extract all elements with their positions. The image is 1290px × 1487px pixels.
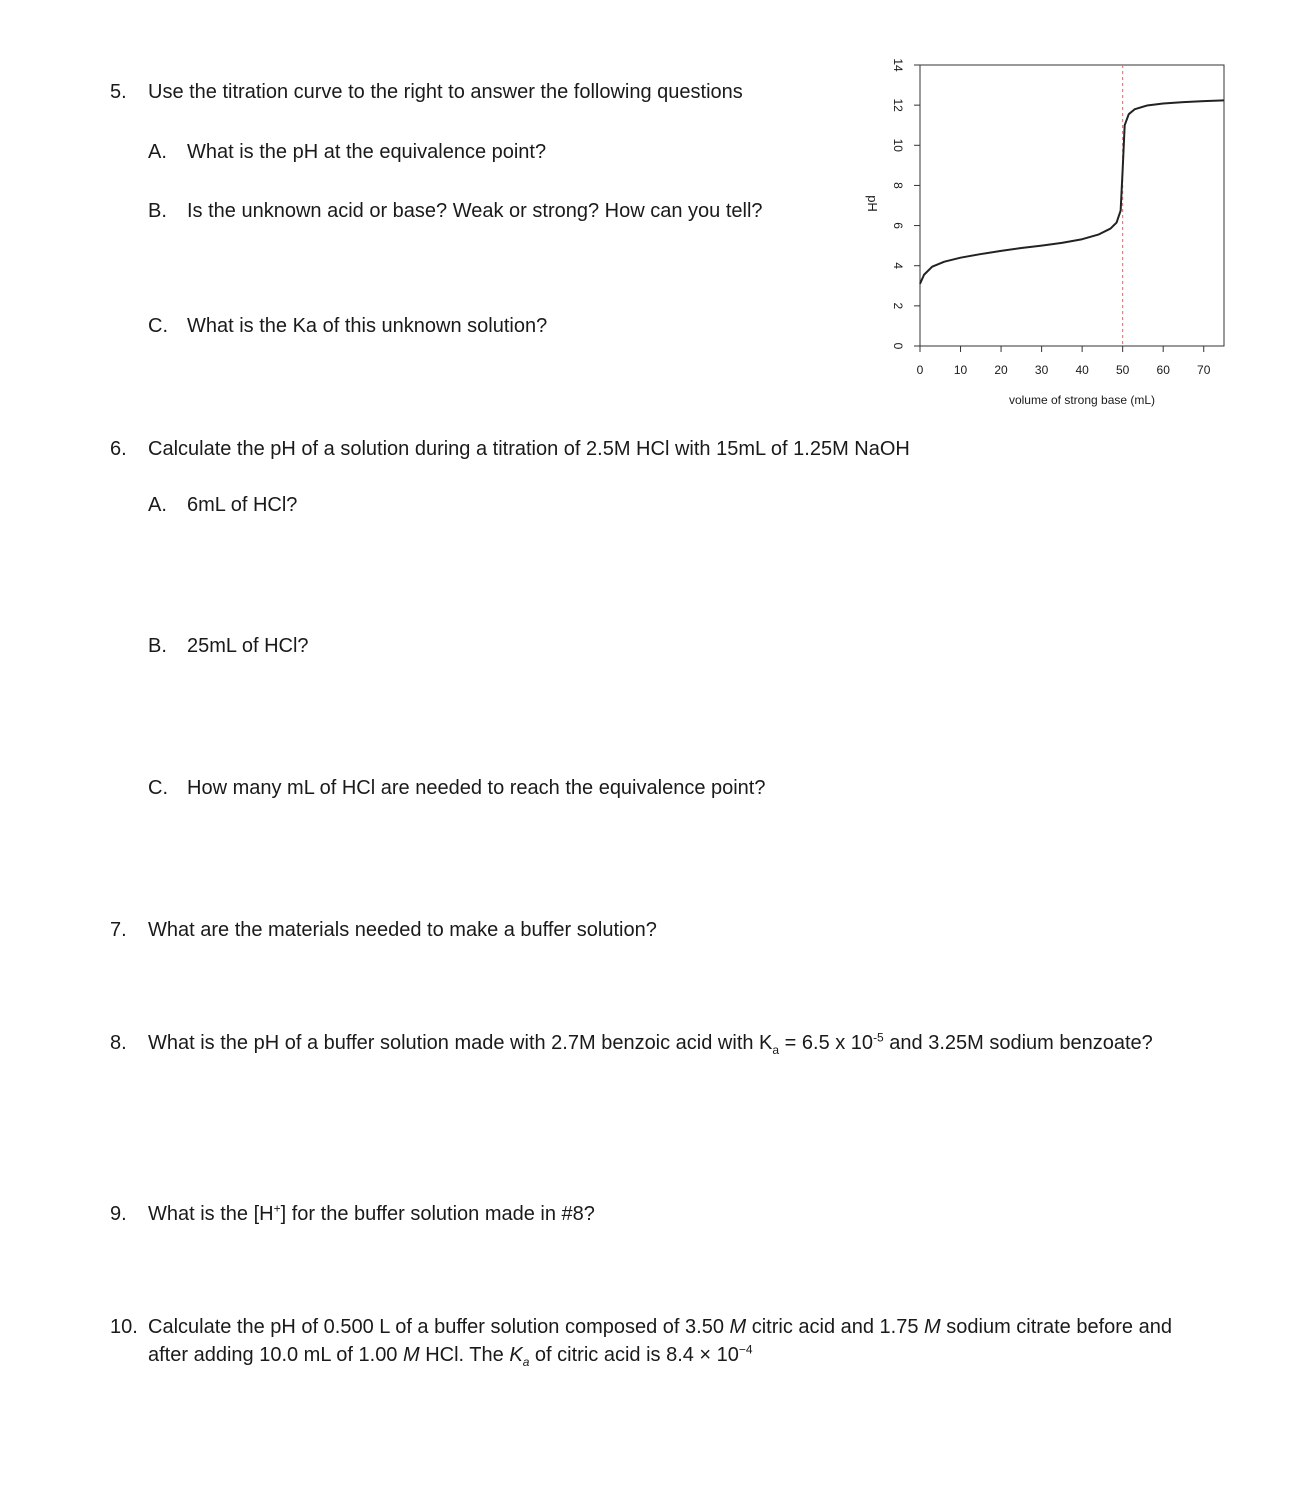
titration-curve-line	[920, 100, 1224, 283]
sub-letter: B.	[148, 635, 167, 657]
sub-letter: B.	[148, 200, 167, 222]
sub-text: 25mL of HCl?	[187, 635, 309, 657]
y-axis-label: pH	[865, 195, 880, 212]
sub-text: What is the pH at the equivalence point?	[187, 141, 547, 163]
sub-letter: A.	[148, 494, 167, 516]
x-axis-label: volume of strong base (mL)	[1008, 393, 1156, 407]
question-number: 7.	[110, 919, 127, 941]
sub-text: What is the Ka of this unknown solution?	[187, 315, 548, 337]
y-tick-label: 14	[891, 58, 905, 72]
x-tick-label: 20	[994, 363, 1008, 377]
question-number: 6.	[110, 438, 127, 460]
plot-frame	[920, 65, 1224, 346]
sub-text: Is the unknown acid or base? Weak or strong? How can you tell?	[187, 200, 763, 222]
x-tick-label: 70	[1197, 363, 1211, 377]
question-number: 9.	[110, 1203, 127, 1225]
sub-letter: C.	[148, 315, 168, 337]
question-number: 5.	[110, 81, 127, 103]
question-number: 8.	[110, 1032, 127, 1054]
question-text: What is the [H+] for the buffer solution made in #8?	[148, 1201, 595, 1225]
question-text: Use the titration curve to the right to answer the following questions	[148, 81, 743, 103]
question-text: Calculate the pH of a solution during a titration of 2.5M HCl with 15mL of 1.25M NaOH	[148, 438, 910, 460]
y-tick-label: 6	[891, 222, 905, 229]
y-tick-label: 0	[891, 342, 905, 350]
x-tick-label: 30	[1034, 363, 1049, 377]
sub-text: How many mL of HCl are needed to reach the equivalence point?	[187, 777, 766, 799]
x-tick-label: 40	[1075, 363, 1089, 377]
x-tick-label: 50	[1115, 363, 1130, 377]
question-text: What are the materials needed to make a buffer solution?	[148, 919, 657, 941]
sub-text: 6mL of HCl?	[187, 494, 298, 516]
x-tick-label: 60	[1156, 363, 1170, 377]
y-tick-label: 10	[891, 138, 905, 152]
sub-letter: A.	[148, 141, 167, 163]
x-tick-label: 0	[916, 363, 924, 377]
y-tick-label: 2	[891, 302, 905, 310]
question-text: What is the pH of a buffer solution made with 2.7M benzoic acid with $K_a = 6.5$ x $10^{-5}$ and 3.25M sodium benzoate?	[148, 1030, 1153, 1057]
question-text: Calculate the pH of 0.500 L of a buffer solution composed of 3.50 M citric acid and 1.75 M sodium citrate before and after adding 10.0 mL of 1.00 M HCl. The $K_a$ of citric acid is $8.4 \times 10^{-4}$	[148, 1316, 1172, 1369]
y-tick-label: 8	[891, 182, 905, 189]
question-number: 10.	[110, 1316, 138, 1338]
x-tick-label: 10	[953, 363, 968, 377]
y-tick-label: 4	[891, 262, 905, 270]
y-tick-label: 12	[891, 98, 905, 112]
sub-letter: C.	[148, 777, 168, 799]
titration-chart	[840, 40, 1240, 420]
